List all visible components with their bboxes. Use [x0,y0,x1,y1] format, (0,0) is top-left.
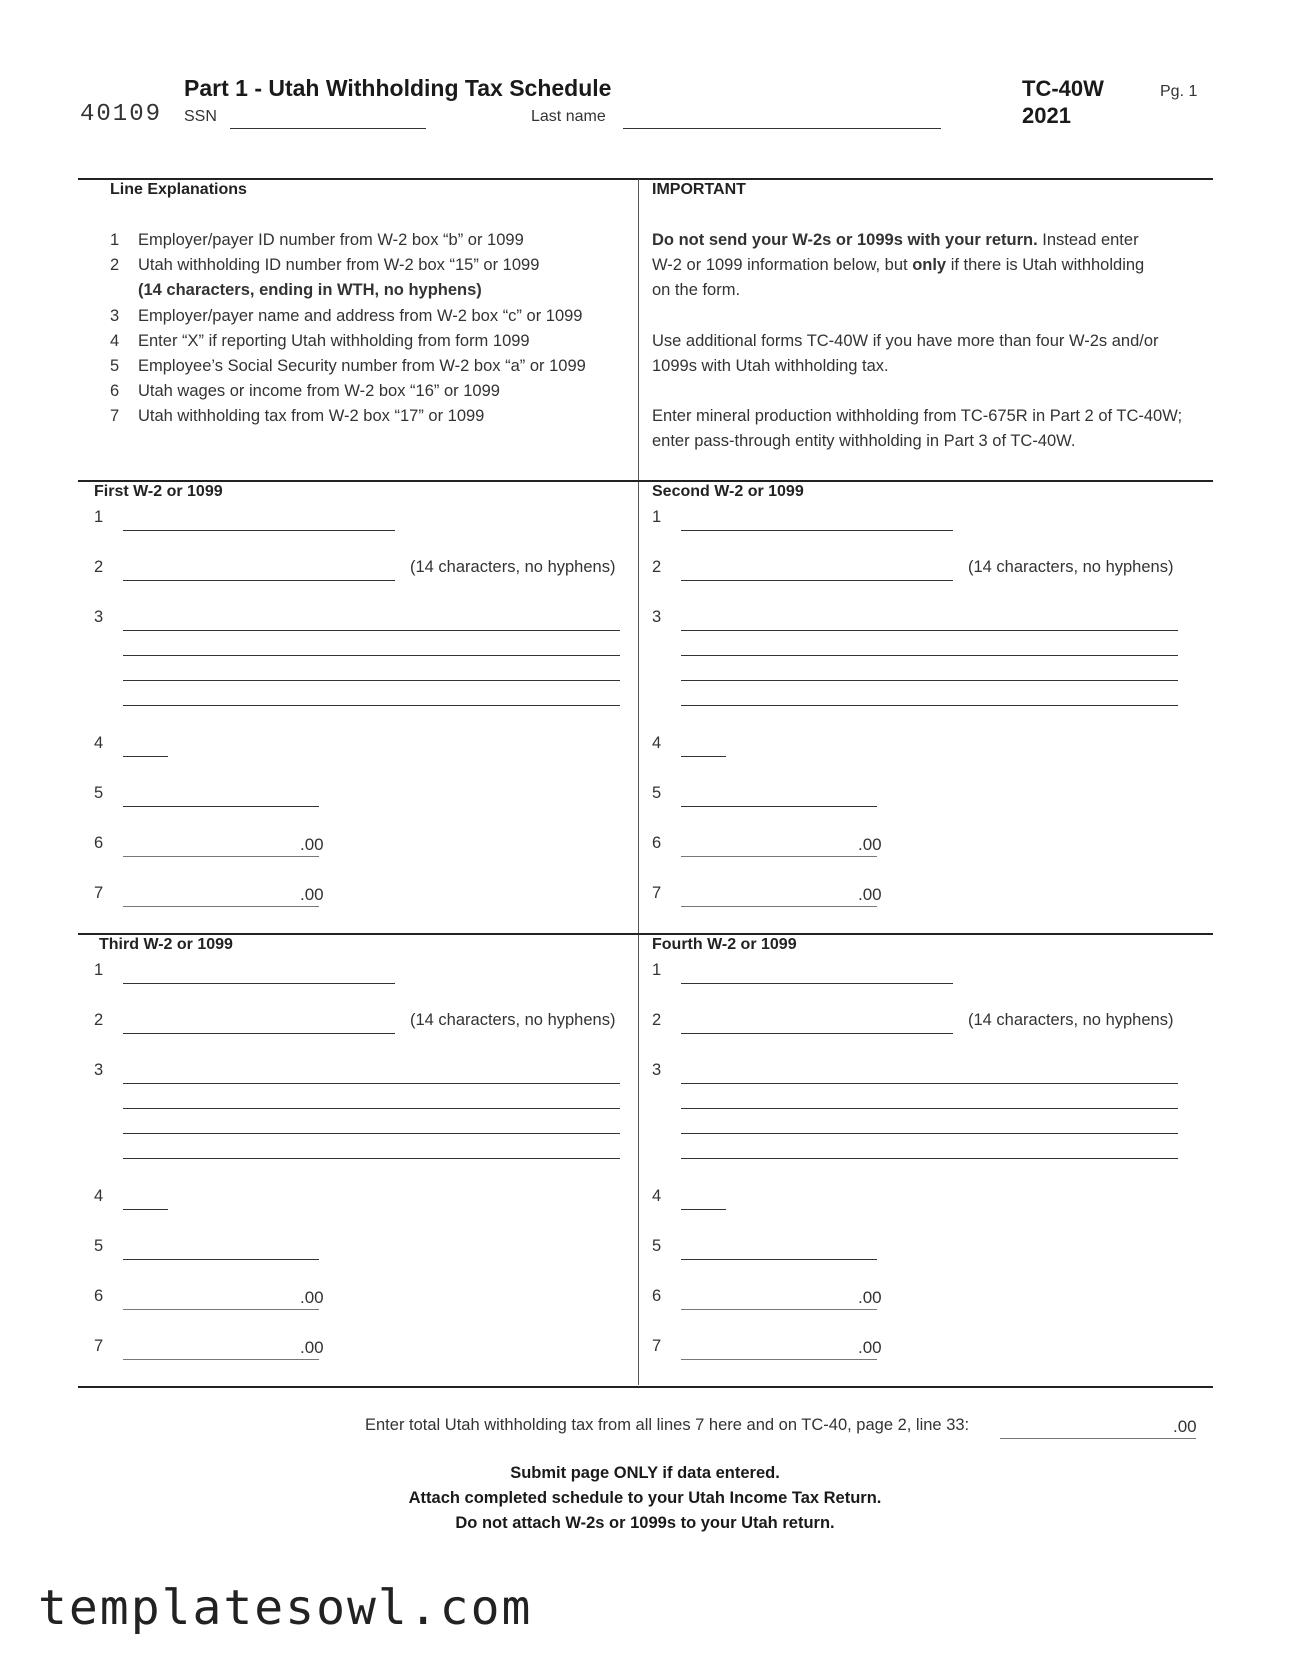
utah-withholding-id-input[interactable] [681,580,953,581]
utah-withholding-id-input[interactable] [681,1033,953,1034]
employer-id-input[interactable] [123,530,395,531]
line-number: 5 [94,784,104,802]
line-number: 7 [652,1337,662,1355]
utah-withholding-tax-input[interactable] [681,906,877,907]
line-2-hint: (14 characters, no hyphens) [968,558,1174,576]
utah-wages-input[interactable] [123,856,319,857]
cents-label: .00 [300,1338,324,1357]
important-heading: IMPORTANT [652,181,746,198]
explanation-num: 2 [110,256,120,274]
line-number: 7 [94,1337,104,1355]
explanation-text: Employer/payer ID number from W-2 box “b” or 1099 [138,231,524,249]
employer-address-input[interactable] [123,1158,620,1159]
utah-withholding-id-input[interactable] [123,1033,395,1034]
ssn-input[interactable] [230,128,426,129]
top-rule [78,178,1213,180]
line-number: 6 [652,1287,662,1305]
form-year: 2021 [1022,103,1071,128]
line-number: 4 [94,734,104,752]
employer-address-input[interactable] [681,1133,1178,1134]
cents-label: .00 [300,835,324,854]
form-1099-x-input[interactable] [123,1209,168,1210]
line-number: 5 [652,784,662,802]
line-number: 6 [94,834,104,852]
utah-wages-input[interactable] [681,1309,877,1310]
employer-id-input[interactable] [681,530,953,531]
explanation-num: 1 [110,231,120,249]
form-1099-x-input[interactable] [681,1209,726,1210]
cents-label: .00 [858,885,882,904]
line-number: 4 [94,1187,104,1205]
line-2-hint: (14 characters, no hyphens) [410,1011,616,1029]
w2-box-title: First W-2 or 1099 [94,483,223,500]
line-number: 3 [652,1061,662,1079]
form-code: 40109 [80,101,163,128]
form-number: TC-40W [1022,76,1104,101]
line-2-hint: (14 characters, no hyphens) [968,1011,1174,1029]
employer-address-input[interactable] [123,1108,620,1109]
line-number: 6 [652,834,662,852]
footer-line-3: Do not attach W-2s or 1099s to your Utah return. [455,1514,835,1532]
line-number: 2 [652,1011,662,1029]
line-explanations-heading: Line Explanations [110,181,247,198]
page-number: Pg. 1 [1160,83,1198,100]
employer-address-input[interactable] [681,630,1178,631]
important-bold: only [912,256,947,274]
important-text: Use additional forms TC-40W if you have more than four W-2s and/or [652,332,1159,350]
line-number: 6 [94,1287,104,1305]
employee-ssn-input[interactable] [681,806,877,807]
important-text: Enter mineral production withholding from TC-675R in Part 2 of TC-40W; [652,407,1183,425]
utah-wages-input[interactable] [681,856,877,857]
total-label: Enter total Utah withholding tax from all lines 7 here and on TC-40, page 2, line 33: [365,1416,970,1434]
last-name-input[interactable] [623,128,941,129]
utah-withholding-id-input[interactable] [123,580,395,581]
line-number: 3 [94,1061,104,1079]
line-number: 3 [652,608,662,626]
line-number: 2 [94,558,104,576]
line-number: 3 [94,608,104,626]
important-text: Instead enter [1037,231,1139,249]
explanation-text: (14 characters, ending in WTH, no hyphens) [138,281,482,299]
employer-address-input[interactable] [681,680,1178,681]
important-text: 1099s with Utah withholding tax. [652,357,889,375]
cents-label: .00 [858,1338,882,1357]
total-cents: .00 [1173,1417,1197,1436]
explanation-num: 5 [110,357,120,375]
last-name-label: Last name [531,108,606,125]
employer-address-input[interactable] [123,655,620,656]
w2-box-title: Second W-2 or 1099 [652,483,804,500]
center-divider [638,179,639,1385]
total-input[interactable] [1000,1438,1196,1439]
line-2-hint: (14 characters, no hyphens) [410,558,616,576]
explanation-num: 7 [110,407,120,425]
section-rule [78,480,1213,482]
explanation-text: Employee’s Social Security number from W-2 box “a” or 1099 [138,357,586,375]
form-1099-x-input[interactable] [681,756,726,757]
important-paragraph-1-line2 [652,256,1144,275]
employee-ssn-input[interactable] [123,806,319,807]
utah-withholding-tax-input[interactable] [123,906,319,907]
cents-label: .00 [300,885,324,904]
cents-label: .00 [858,835,882,854]
line-number: 5 [94,1237,104,1255]
utah-wages-input[interactable] [123,1309,319,1310]
employer-id-input[interactable] [681,983,953,984]
footer-line-2: Attach completed schedule to your Utah Income Tax Return. [408,1489,882,1507]
footer-line-1: Submit page ONLY if data entered. [510,1464,780,1482]
important-text: on the form. [652,281,741,299]
employer-address-input[interactable] [123,705,620,706]
employer-address-input[interactable] [681,705,1178,706]
line-number: 5 [652,1237,662,1255]
important-text: W-2 or 1099 information below, but [652,256,913,274]
bottom-rule [78,1386,1213,1388]
watermark: templatesowl.com [38,1580,533,1636]
important-paragraph-1 [652,231,1139,250]
explanation-text: Utah withholding ID number from W-2 box “15” or 1099 [138,256,540,274]
explanation-text: Utah withholding tax from W-2 box “17” or 1099 [138,407,485,425]
employer-address-input[interactable] [681,1108,1178,1109]
line-number: 1 [652,961,662,979]
employer-address-input[interactable] [681,655,1178,656]
employer-id-input[interactable] [123,983,395,984]
explanation-text: Employer/payer name and address from W-2 box “c” or 1099 [138,307,583,325]
line-number: 1 [652,508,662,526]
explanation-text: Enter “X” if reporting Utah withholding from form 1099 [138,332,530,350]
utah-withholding-tax-input[interactable] [123,1359,319,1360]
line-number: 1 [94,961,104,979]
line-number: 1 [94,508,104,526]
employer-address-input[interactable] [123,1083,620,1084]
line-number: 2 [94,1011,104,1029]
explanation-num: 6 [110,382,120,400]
employer-address-input[interactable] [123,630,620,631]
cents-label: .00 [858,1288,882,1307]
line-number: 7 [94,884,104,902]
w2-box-title: Fourth W-2 or 1099 [652,936,797,953]
page-title: Part 1 - Utah Withholding Tax Schedule [184,75,612,101]
employer-address-input[interactable] [681,1083,1178,1084]
line-number: 4 [652,734,662,752]
important-bold: Do not send your W-2s or 1099s with your return. [652,231,1038,249]
form-1099-x-input[interactable] [123,756,168,757]
explanation-text: Utah wages or income from W-2 box “16” or 1099 [138,382,500,400]
employee-ssn-input[interactable] [681,1259,877,1260]
employer-address-input[interactable] [123,1133,620,1134]
important-text: enter pass-through entity withholding in Part 3 of TC-40W. [652,432,1076,450]
explanation-num: 4 [110,332,120,350]
ssn-label: SSN [184,108,217,125]
explanation-num: 3 [110,307,120,325]
employee-ssn-input[interactable] [123,1259,319,1260]
line-number: 4 [652,1187,662,1205]
employer-address-input[interactable] [123,680,620,681]
line-number: 2 [652,558,662,576]
section-rule [78,933,1213,935]
important-text: if there is Utah withholding [946,256,1145,274]
w2-box-title: Third W-2 or 1099 [99,936,233,953]
line-number: 7 [652,884,662,902]
employer-address-input[interactable] [681,1158,1178,1159]
utah-withholding-tax-input[interactable] [681,1359,877,1360]
cents-label: .00 [300,1288,324,1307]
